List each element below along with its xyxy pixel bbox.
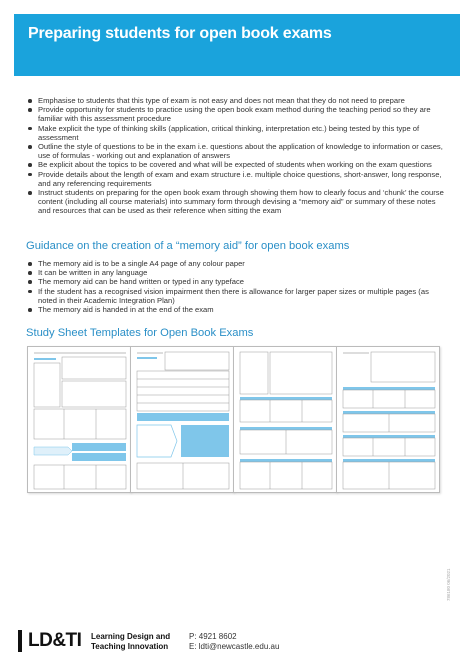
organisation-name bbox=[91, 632, 170, 652]
template-2-graphic bbox=[131, 347, 235, 494]
list-item: Emphasise to students that this type of exam is not easy and does not mean that they do not need to prepare bbox=[26, 96, 446, 105]
study-sheet-template-1-thumbnail[interactable] bbox=[27, 346, 131, 493]
list-item: Provide details about the length of exam and exam structure i.e. multiple choice questions, short-answer, long response, and any referencing requirements bbox=[26, 170, 446, 188]
document-code: 786180 06/2021 bbox=[446, 568, 451, 601]
list-item: If the student has a recognised vision impairment then there is allowance for larger paper sizes or multiple pages (as noted in their Academic Integration Plan) bbox=[26, 287, 446, 305]
study-sheet-template-3-thumbnail[interactable] bbox=[233, 346, 337, 493]
phone-number: P: 4921 8602 bbox=[189, 632, 237, 641]
memory-aid-bullet-list bbox=[26, 259, 446, 314]
email-address[interactable]: E: ldti@newcastle.edu.au bbox=[189, 642, 280, 651]
organisation-line-2: Teaching Innovation bbox=[91, 642, 169, 651]
list-item: The memory aid can be hand written or typed in any typeface bbox=[26, 277, 446, 286]
list-item: Make explicit the type of thinking skills (application, critical thinking, interpretation etc.) being tested by this type of assessment bbox=[26, 124, 446, 142]
list-item: It can be written in any language bbox=[26, 268, 446, 277]
template-4-graphic bbox=[337, 347, 441, 494]
template-3-graphic bbox=[234, 347, 338, 494]
list-item: Provide opportunity for students to practice using the open book exam method during the teaching period so they are familiar with this assessment procedure bbox=[26, 105, 446, 123]
logo-bar bbox=[18, 630, 22, 652]
list-item: Be explicit about the topics to be covered and what will be expected of students when working on the exam questions bbox=[26, 160, 446, 169]
organisation-line-1: Learning Design and bbox=[91, 632, 171, 641]
guidance-heading: Guidance on the creation of a “memory aid” for open book exams bbox=[26, 240, 350, 252]
intro-bullet-list bbox=[26, 96, 446, 216]
study-sheet-template-4-thumbnail[interactable] bbox=[336, 346, 440, 493]
template-1-graphic bbox=[28, 347, 132, 494]
study-sheet-template-2-thumbnail[interactable] bbox=[130, 346, 234, 493]
templates-heading: Study Sheet Templates for Open Book Exams bbox=[26, 327, 254, 339]
list-item: The memory aid is to be a single A4 page of any colour paper bbox=[26, 259, 446, 268]
contact-details bbox=[189, 632, 279, 652]
list-item: Instruct students on preparing for the open book exam through showing them how to clearly focus and ‘chunk’ the course content (including all course materials) into summary form through devising a “memory aid” or summary of these notes and resources that can be used as their reference when sitting the exam bbox=[26, 188, 446, 216]
page-title: Preparing students for open book exams bbox=[28, 25, 332, 42]
list-item: The memory aid is handed in at the end of the exam bbox=[26, 305, 446, 314]
header-band bbox=[14, 14, 460, 76]
list-item: Outline the style of questions to be in the exam i.e. questions about the application of knowledge to information or cases, use of formulas - working out and explanation of answers bbox=[26, 142, 446, 160]
ldti-logo: LD&TI bbox=[28, 630, 82, 651]
